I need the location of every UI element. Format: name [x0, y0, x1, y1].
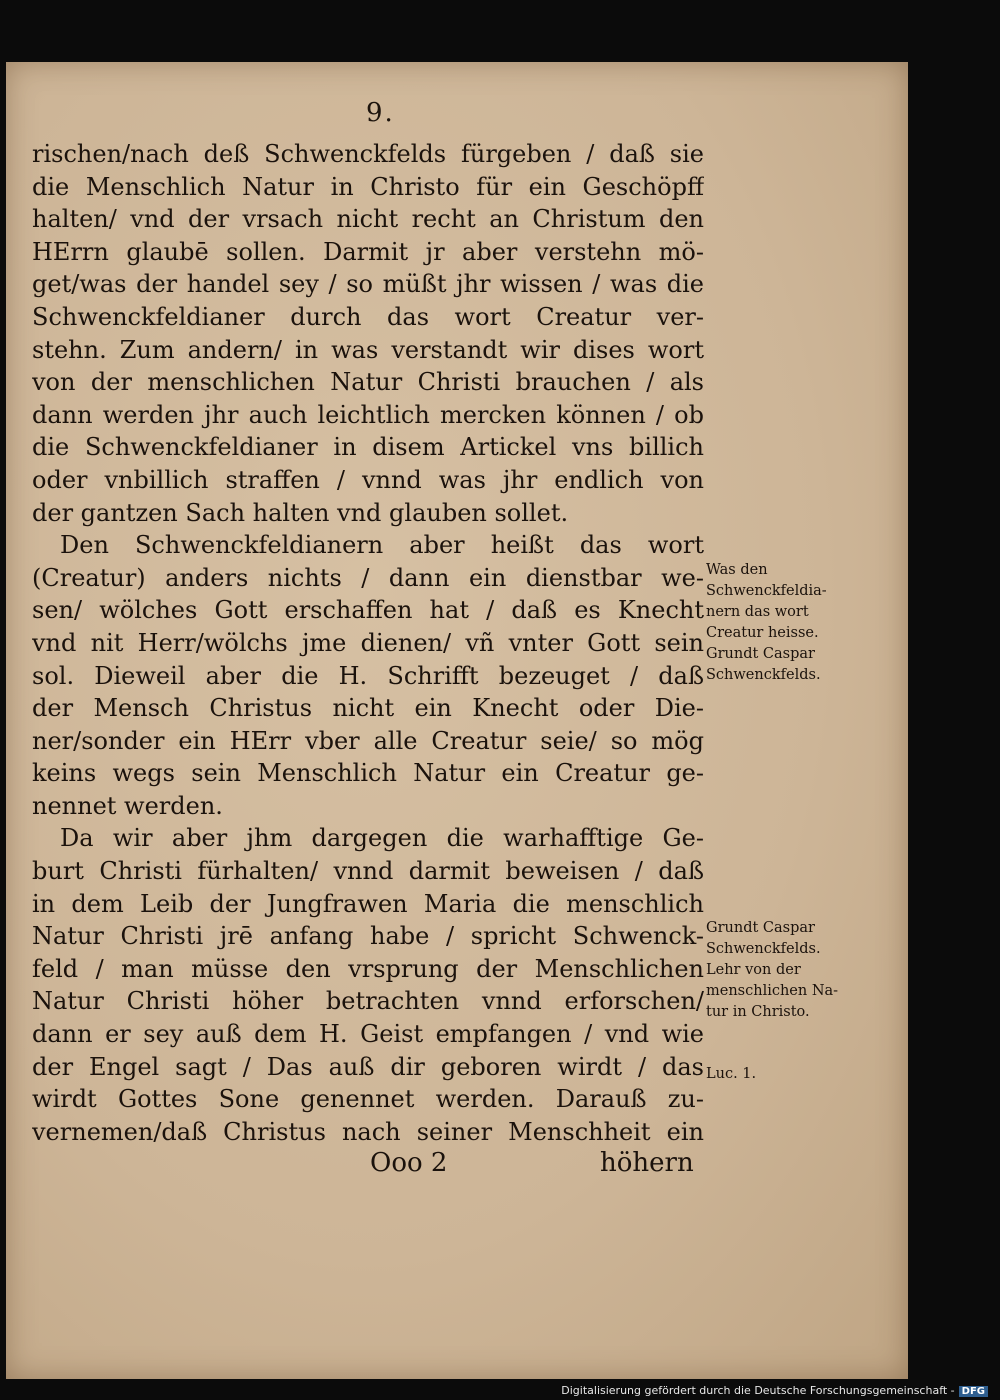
margin-note: [706, 560, 866, 686]
digitization-footer: [561, 1384, 988, 1397]
margin-note: [706, 918, 866, 1023]
text-line: Schwenckfeldianer durch das wort Creatur ver-: [32, 302, 704, 331]
margin-note-line: Schwenckfeldia-: [706, 583, 827, 599]
margin-note-line: Grundt Caspar: [706, 920, 815, 936]
text-line: sen/ wölches Gott erschaffen hat / daß es Knecht: [32, 596, 704, 625]
text-line: von der menschlichen Natur Christi brauchen / als: [32, 368, 704, 397]
text-line: dann er sey auß dem H. Geist empfangen / vnd wie: [32, 1020, 704, 1049]
text-line: in dem Leib der Jungfrawen Maria die menschlich: [32, 889, 704, 918]
text-line: Da wir aber jhm dargegen die warhafftige Ge-: [60, 824, 704, 853]
margin-note-line: tur in Christo.: [706, 1004, 810, 1020]
signature-mark: Ooo 2: [370, 1148, 448, 1178]
margin-note-line: nern das wort: [706, 604, 809, 620]
text-line: rischen/nach deß Schwenckfelds fürgeben / daß sie: [32, 140, 704, 168]
text-line: stehn. Zum andern/ in was verstandt wir dises wort: [32, 335, 704, 364]
margin-note: [706, 1064, 866, 1085]
text-line: dann werden jhr auch leichtlich mercken können / ob: [32, 400, 704, 429]
catchword: höhern: [600, 1148, 694, 1178]
margin-note-line: menschlichen Na-: [706, 983, 839, 999]
main-text-block: [32, 138, 704, 1148]
margin-note-line: Grundt Caspar: [706, 646, 815, 662]
text-line: nennet werden.: [32, 791, 223, 820]
margin-note-line: Lehr von der: [706, 962, 801, 978]
text-line: die Schwenckfeldianer in disem Artickel vns billich: [32, 433, 704, 462]
margin-note-line: Was den: [706, 562, 768, 578]
dfg-logo: DFG: [959, 1386, 988, 1397]
text-line: keins wegs sein Menschlich Natur ein Creatur ge-: [32, 759, 704, 788]
page-number: 9.: [366, 98, 395, 128]
text-line: vernemen/daß Christus nach seiner Menschheit ein: [32, 1117, 704, 1146]
text-line: feld / man müsse den vrsprung der Menschlichen: [32, 954, 704, 983]
margin-note-line: Luc. 1.: [706, 1066, 757, 1082]
text-line: get/was der handel sey / so müßt jhr wissen / was die: [32, 270, 704, 299]
text-line: sol. Dieweil aber die H. Schrifft bezeuget / daß: [32, 661, 704, 690]
text-line: vnd nit Herr/wölchs jme dienen/ vñ vnter Gott sein: [32, 628, 704, 657]
text-line: burt Christi fürhalten/ vnnd darmit beweisen / daß: [32, 857, 704, 886]
footer-text: Digitalisierung gefördert durch die Deutsche Forschungsgemeinschaft -: [561, 1384, 955, 1397]
text-line: der Mensch Christus nicht ein Knecht oder Die-: [32, 694, 704, 723]
text-line: (Creatur) anders nichts / dann ein dienstbar we-: [32, 563, 704, 592]
text-line: ner/sonder ein HErr vber alle Creatur seie/ so mög: [32, 726, 704, 755]
text-line: Natur Christi jrē anfang habe / spricht Schwenck-: [32, 922, 704, 951]
text-line: HErrn glaubē sollen. Darmit jr aber verstehn mö-: [32, 237, 704, 266]
text-line: Den Schwenckfeldianern aber heißt das wort: [60, 531, 704, 560]
text-line: der gantzen Sach halten vnd glauben sollet.: [32, 498, 569, 527]
text-line: oder vnbillich straffen / vnnd was jhr endlich von: [32, 465, 704, 494]
text-line: der Engel sagt / Das auß dir geboren wirdt / das: [32, 1052, 704, 1081]
text-line: Natur Christi höher betrachten vnnd erforschen/: [32, 987, 704, 1016]
margin-note-line: Creatur heisse.: [706, 625, 819, 641]
text-line: wirdt Gottes Sone genennet werden. Darauß zu-: [32, 1085, 704, 1114]
margin-note-line: Schwenckfelds.: [706, 941, 821, 957]
text-line: halten/ vnd der vrsach nicht recht an Christum den: [32, 205, 704, 234]
text-line: die Menschlich Natur in Christo für ein Geschöpff: [32, 172, 704, 201]
margin-note-line: Schwenckfelds.: [706, 667, 821, 683]
